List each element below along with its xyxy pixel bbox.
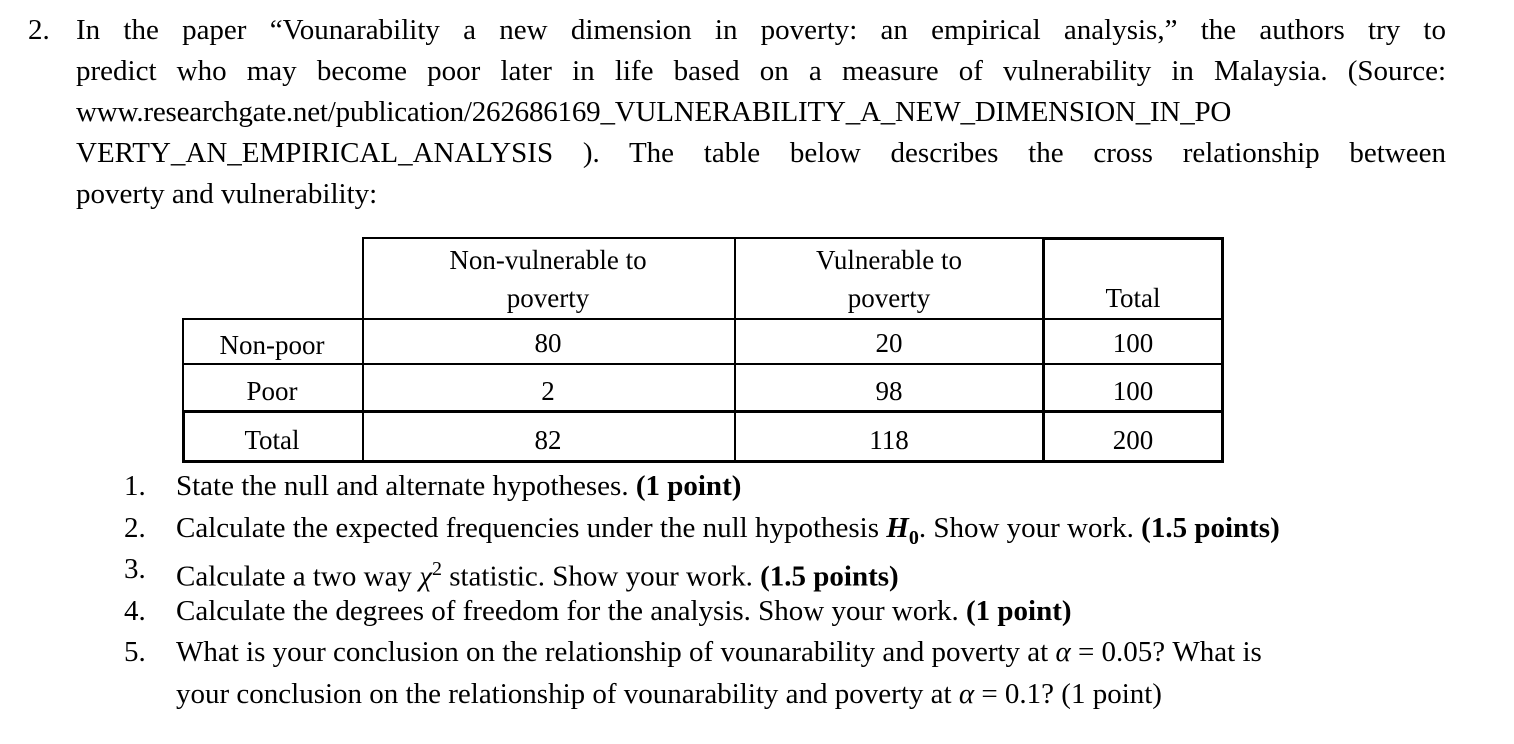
subquestion-1 xyxy=(124,466,1444,508)
table-cell: 80 xyxy=(534,328,562,358)
header-vulnerable-line1: Vulnerable to xyxy=(815,245,963,275)
subquestion-body-cont: = 0.1? (1 point) xyxy=(974,677,1162,710)
table-cell: 200 xyxy=(1112,425,1154,455)
header-total: Total xyxy=(1105,283,1161,313)
crosstab-table xyxy=(182,237,1224,463)
subquestion-body-cont: . Show your work. xyxy=(918,511,1142,544)
subquestion-4 xyxy=(124,591,1444,633)
h-subscript: 0 xyxy=(908,526,919,549)
table-cell: 118 xyxy=(869,425,909,455)
subquestion-text xyxy=(176,632,1436,715)
points-label: (1 point) xyxy=(966,594,1072,627)
table-rule xyxy=(182,460,1224,463)
subquestion-number: 4. xyxy=(124,594,146,627)
subquestion-number: 1. xyxy=(124,470,146,502)
subquestion-text xyxy=(176,466,741,508)
table-cell: 82 xyxy=(534,425,562,455)
subquestion-number: 3. xyxy=(124,553,146,585)
question-line-5: poverty and vulnerability: xyxy=(76,178,378,210)
question-line-4: VERTY_AN_EMPIRICAL_ANALYSIS ). The table below describes the cross relationship between xyxy=(76,137,1446,169)
table-rule xyxy=(1042,237,1224,240)
table-rule xyxy=(182,410,1224,413)
subquestion-2 xyxy=(124,508,1444,550)
question-text xyxy=(76,10,1446,215)
table-rule xyxy=(362,237,1044,239)
subquestion-body-cont: statistic. Show your work. xyxy=(441,560,761,593)
header-non-vulnerable-line1: Non-vulnerable to xyxy=(449,245,647,275)
subquestion-number: 5. xyxy=(124,636,146,668)
subquestion-body: Calculate the expected frequencies under the null hypothesis xyxy=(176,511,887,544)
question-number: 2. xyxy=(28,14,50,46)
subquestion-body: your conclusion on the relationship of vounarability and poverty at xyxy=(176,677,959,710)
row-label-poor: Poor xyxy=(246,376,298,406)
table-cell: 100 xyxy=(1112,328,1154,358)
subquestion-text xyxy=(176,591,1072,633)
alpha-symbol: α xyxy=(958,677,975,710)
table-rule xyxy=(182,318,1224,320)
table-cell: 98 xyxy=(875,376,903,406)
header-vulnerable-line2: poverty xyxy=(847,283,931,313)
header-non-vulnerable xyxy=(362,241,734,317)
subquestion-list xyxy=(124,466,1444,715)
points-label: (1.5 points) xyxy=(1141,511,1280,544)
alpha-symbol: α xyxy=(1055,636,1071,668)
header-vulnerable xyxy=(734,241,1044,317)
chi-superscript: 2 xyxy=(431,558,442,580)
header-non-vulnerable-line2: poverty xyxy=(506,283,590,313)
subquestion-body: What is your conclusion on the relationship of vounarability and poverty at xyxy=(176,636,1056,668)
subquestion-3 xyxy=(124,549,1444,591)
h-symbol: H xyxy=(886,511,909,544)
question-line-2: predict who may become poor later in life based on a measure of vulnerability in Malaysia. (Source: xyxy=(76,55,1446,87)
table-cell: 2 xyxy=(541,376,555,406)
subquestion-5-line2 xyxy=(176,674,1436,716)
subquestion-body: Calculate the degrees of freedom for the analysis. Show your work. xyxy=(176,594,967,627)
subquestion-5 xyxy=(124,632,1444,715)
subquestion-5-line1 xyxy=(176,632,1436,674)
subquestion-body: State the null and alternate hypotheses. xyxy=(176,470,636,502)
subquestion-body-cont: = 0.05? What is xyxy=(1070,636,1262,668)
row-label-total: Total xyxy=(244,425,300,455)
subquestion-number: 2. xyxy=(124,511,146,544)
question-line-1: In the paper “Vounarability a new dimension in poverty: an empirical analysis,” the authors try to xyxy=(76,14,1446,46)
row-label-non-poor: Non-poor xyxy=(219,330,325,360)
chi-symbol: χ xyxy=(419,560,432,593)
table-cell: 100 xyxy=(1112,376,1154,406)
question-line-3: www.researchgate.net/publication/262686169_VULNERABILITY_A_NEW_DIMENSION_IN_PO xyxy=(76,96,1232,128)
points-label: (1 point) xyxy=(635,470,742,502)
points-label: (1.5 points) xyxy=(760,560,899,593)
table-cell: 20 xyxy=(875,328,903,358)
subquestion-body: Calculate a two way xyxy=(176,560,420,593)
